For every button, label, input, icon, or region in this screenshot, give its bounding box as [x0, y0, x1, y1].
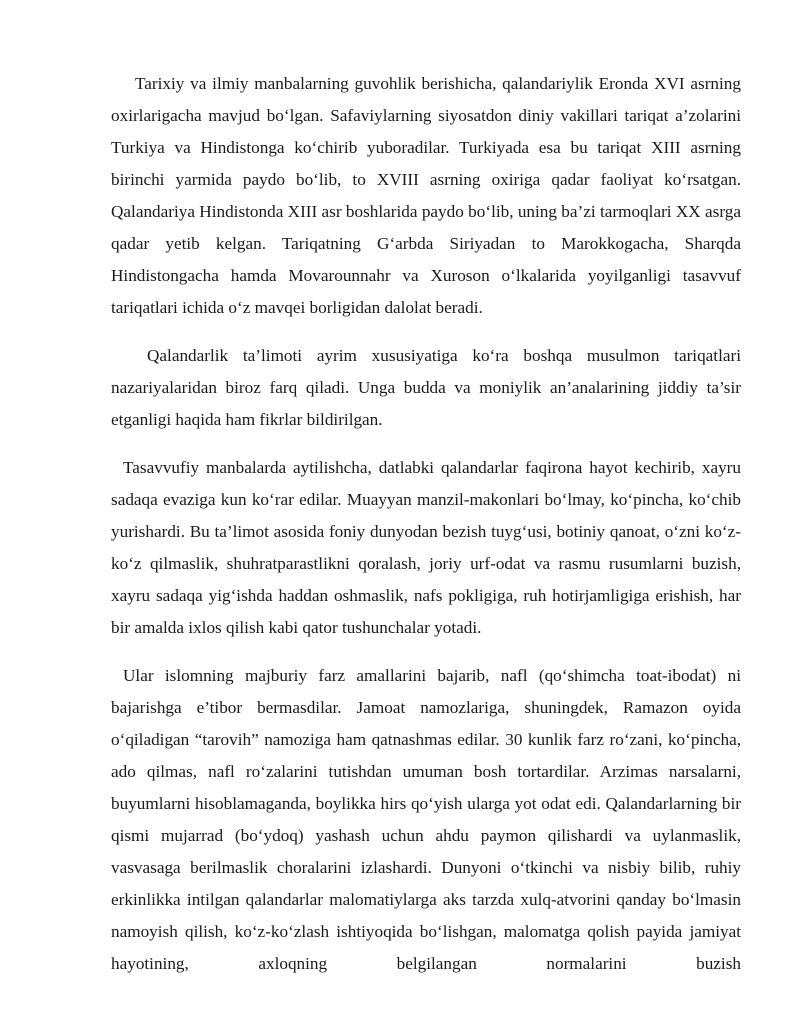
paragraph-1: Tarixiy va ilmiy manbalarning guvohlik berishicha, qalandariylik Eronda XVI asrning oxirlarigacha mavjud bo‘lgan. Safaviylarning siyosatdon diniy vakillari tariqat a’zolarini Turkiya va Hindistonga ko‘chirib yuboradilar. Turkiyada esa bu tariqat XIII asrning birinchi yarmida paydo bo‘lib, to XVIII asrning oxiriga qadar faoliyat ko‘rsatgan. Qalandariya Hindistonda XIII asr boshlarida paydo bo‘lib, uning ba’zi tarmoqlari XX asrga qadar yetib kelgan. Tariqatning G‘arbda Siriyadan to Marokkogacha, Sharqda Hindistongacha hamda Movarounnahr va Xuroson o‘lkalarida yoyilganligi tasavvuf tariqatlari ichida o‘z mavqei borligidan dalolat beradi.	[111, 74, 741, 317]
paragraph-2: Qalandarlik ta’limoti ayrim xususiyatiga ko‘ra boshqa musulmon tariqatlari nazariyalaridan biroz farq qiladi. Unga budda va moniylik an’analarining jiddiy ta’sir etganligi haqida ham fikrlar bildirilgan.	[111, 346, 741, 429]
paragraph-3: Tasavvufiy manbalarda aytilishcha, datlabki qalandarlar faqirona hayot kechirib, xayru sadaqa evaziga kun ko‘rar edilar. Muayyan manzil-makonlari bo‘lmay, ko‘pincha, ko‘chib yurishardi. Bu ta’limot asosida foniy dunyodan bezish tuyg‘usi, botiniy qanoat, o‘zni ko‘z-ko‘z qilmaslik, shuhratparastlikni qoralash, joriy urf-odat va rasmu rusumlarni buzish, xayru sadaqa yig‘ishda haddan oshmaslik, nafs pokligiga, ruh hotirjamligiga erishish, har bir amalda ixlos qilish kabi qator tushunchalar yotadi.	[111, 458, 741, 637]
paragraph-4: Ular islomning majburiy farz amallarini bajarib, nafl (qo‘shimcha toat-ibodat) ni bajarishga e’tibor bermasdilar. Jamoat namozlariga, shuningdek, Ramazon oyida o‘qiladigan “tarovih” namoziga ham qatnashmas edilar. 30 kunlik farz ro‘zani, ko‘pincha, ado qilmas, nafl ro‘zalarini tutishdan umuman bosh tortardilar. Arzimas narsalarni, buyumlarni hisoblamaganda, boylikka hirs qo‘yish ularga yot odat edi. Qalandarlarning bir qismi mujarrad (bo‘ydoq) yashash uchun ahdu paymon qilishardi va uylanmaslik, vasvasaga berilmaslik choralarini izlashardi. Dunyoni o‘tkinchi va nisbiy bilib, ruhiy erkinlikka intilgan qalandarlar malomatiylarga aks tarzda xulq-atvorini qanday bo‘lmasin namoyish qilish, ko‘z-ko‘zlash ishtiyoqida bo‘lishgan, malomatga qolish payida jamiyat hayotining, axloqning belgilangan normalarini buzish	[111, 666, 741, 973]
document-page	[111, 68, 741, 980]
